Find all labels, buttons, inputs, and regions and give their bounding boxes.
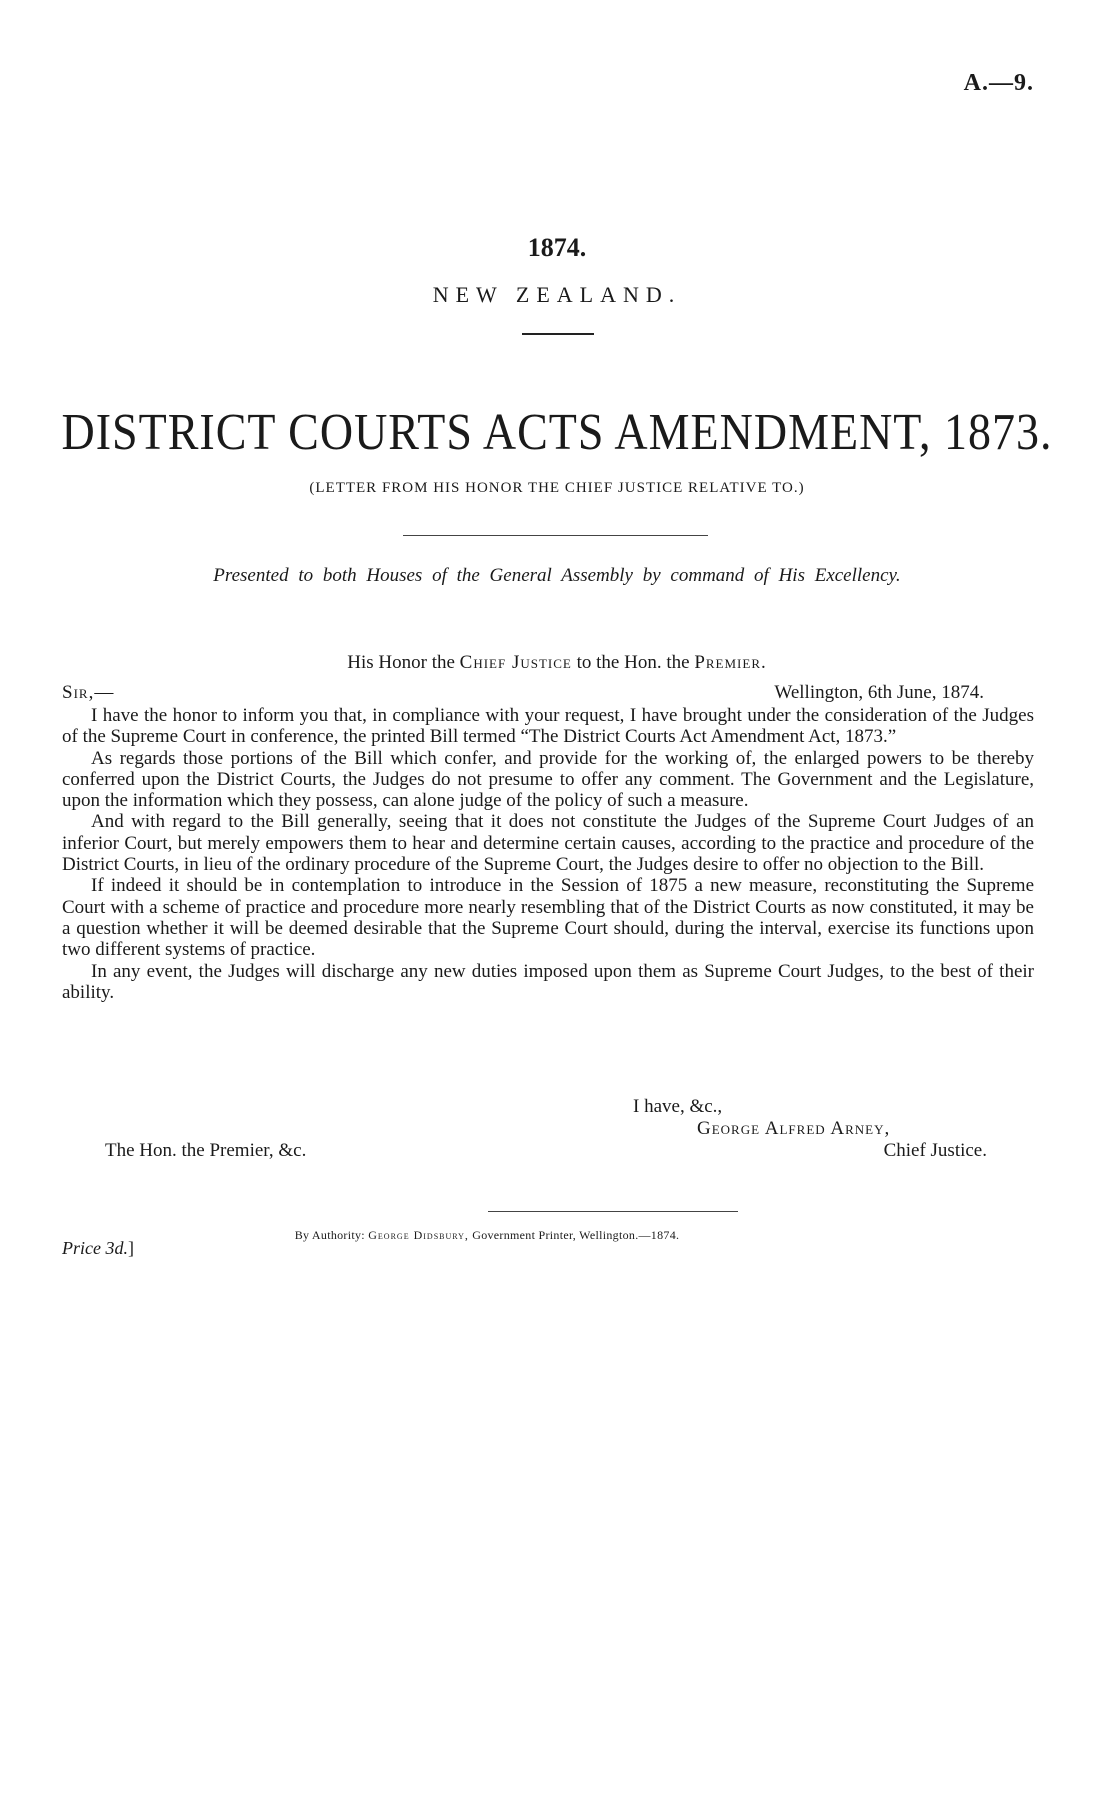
printer-name: George Didsbury, (368, 1228, 469, 1242)
page-subtitle: (LETTER FROM HIS HONOR THE CHIEF JUSTICE RELATIVE TO.) (309, 480, 805, 496)
footer-divider (488, 1211, 738, 1212)
closing-phrase: I have, &c., (633, 1096, 723, 1117)
printer-imprint (0, 1228, 1044, 1243)
signature-title: Chief Justice. (883, 1140, 987, 1161)
document-year: 1874. (527, 233, 587, 262)
authority-suffix: Government Printer, Wellington.—1874. (472, 1228, 680, 1242)
letter-heading (0, 652, 1114, 674)
paragraph: As regards those portions of the Bill which confer, and provide for the working of, the enlarged powers to be thereby conferred upon the District Courts, the Judges do not presume to offer any comment. The Government and the Legislature, upon the information which they possess, can alone judge of the policy of such a measure. (62, 747, 1034, 812)
dateline: Wellington, 6th June, 1874. (774, 682, 984, 703)
price-bracket: ] (127, 1238, 134, 1258)
title-divider (403, 535, 708, 536)
signature-name: George Alfred Arney, (697, 1118, 891, 1139)
paragraph: I have the honor to inform you that, in compliance with your request, I have brought under the consideration of the Judges of the Supreme Court in conference, the printed Bill termed “The District Courts Act Amendment Act, 1873.” (62, 705, 1034, 748)
paragraph: If indeed it should be in contemplation to introduce in the Session of 1875 a new measure, reconstituting the Supreme Court with a scheme of practice and procedure more nearly resembling that of the District Courts as now constituted, it may be a question whether it will be deemed desirable that the Supreme Court should, during the interval, exercise its functions upon two different systems of practice. (62, 875, 1034, 961)
salutation: Sir,— (62, 682, 115, 703)
heading-middle: to the Hon. the (576, 652, 690, 673)
header-divider (522, 333, 594, 335)
price-label: Price (62, 1238, 101, 1258)
paragraph: In any event, the Judges will discharge any new duties imposed upon them as Supreme Court Judges, to the best of their ability. (62, 960, 1034, 1003)
heading-sender: Chief Justice (459, 652, 572, 673)
authority-prefix: By Authority: (294, 1228, 365, 1242)
price-value: 3d. (105, 1238, 128, 1258)
paragraph: And with regard to the Bill generally, seeing that it does not constitute the Judges of the Supreme Court Judges of an inferior Court, but merely empowers them to hear and determine certain causes, according to the practice and procedure of the District Courts, in lieu of the ordinary procedure of the Supreme Court, the Judges desire to offer no objection to the Bill. (62, 811, 1034, 876)
heading-recipient: Premier. (694, 652, 767, 673)
letter-body (62, 705, 1034, 1003)
country-heading: NEW ZEALAND. (432, 282, 682, 307)
presented-statement: Presented to both Houses of the General Assembly by command of His Excellency. (213, 565, 901, 586)
price-note (62, 1238, 134, 1259)
addressee: The Hon. the Premier, &c. (105, 1140, 307, 1161)
page-title: DISTRICT COURTS ACTS AMENDMENT, 1873. (61, 403, 1053, 461)
heading-prefix: His Honor the (347, 652, 455, 673)
document-reference: A.—9. (963, 70, 1034, 96)
